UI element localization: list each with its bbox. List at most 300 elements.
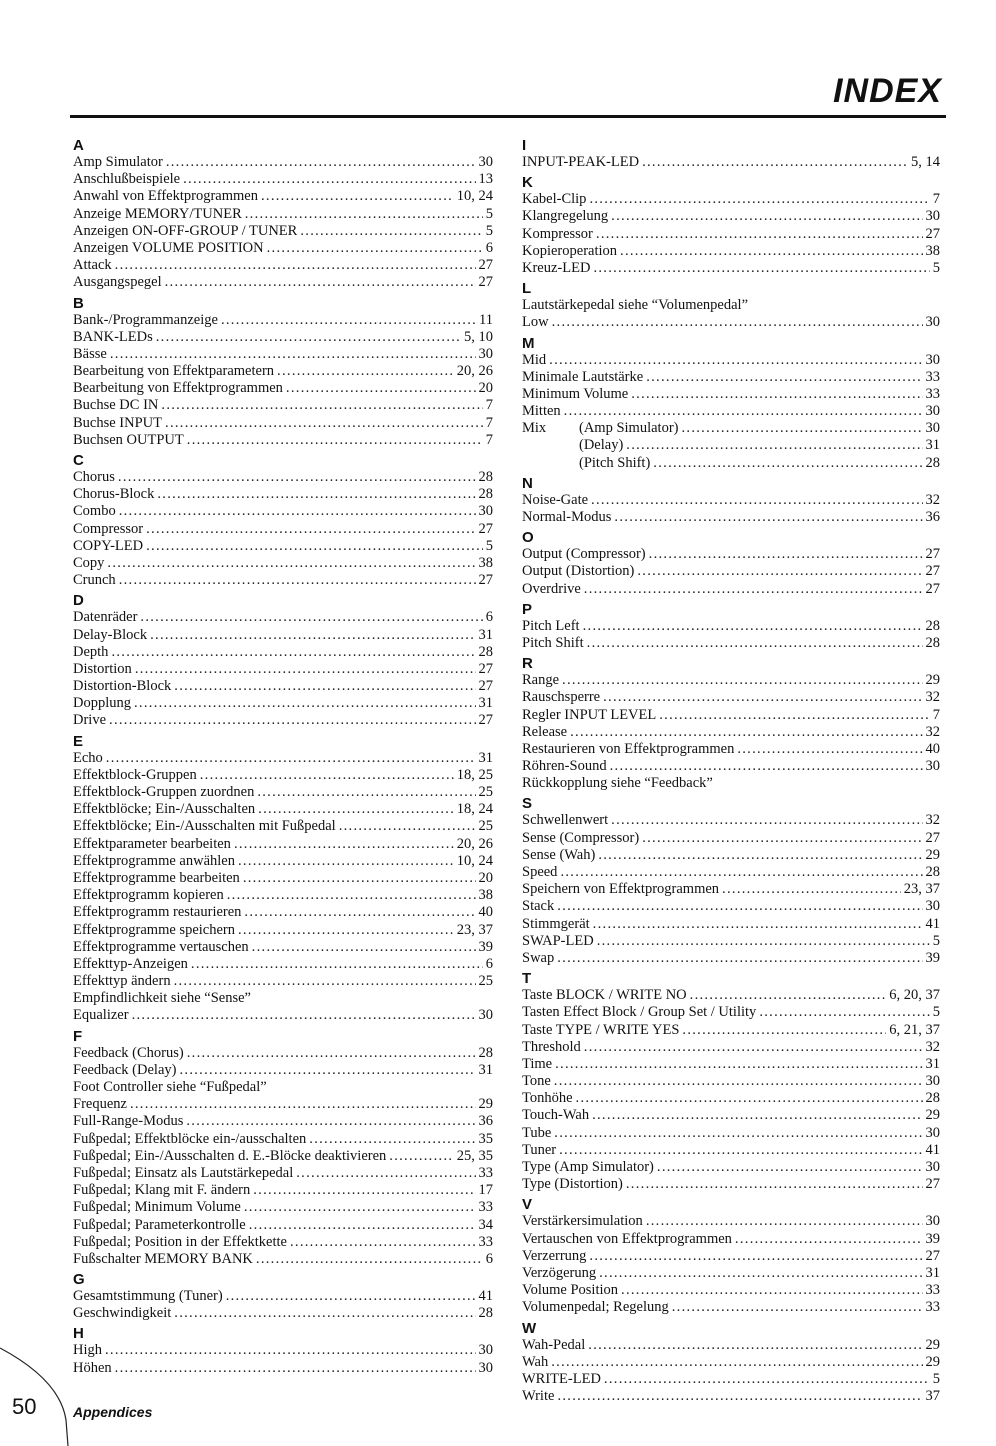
section-letter: L [522, 280, 532, 298]
dot-leader [234, 836, 454, 853]
page-reference: 6 [485, 609, 493, 626]
index-entry [522, 1248, 940, 1265]
dot-leader [115, 257, 476, 274]
index-term: Touch-Wah [522, 1107, 590, 1124]
index-term: Bearbeitung von Effektparametern [73, 363, 275, 380]
section-letter: R [522, 655, 533, 673]
section-letter: H [73, 1325, 84, 1343]
index-term: Effektprogramme vertauschen [73, 938, 249, 955]
dot-leader [252, 939, 476, 956]
index-term: Kopieroperation [522, 242, 618, 259]
index-term: Tone [522, 1073, 551, 1090]
dot-leader [557, 1388, 922, 1405]
section-letter: W [522, 1319, 537, 1337]
section-letter: S [522, 795, 533, 813]
index-term: Distortion-Block [73, 678, 172, 695]
index-term: Sense (Wah) [522, 846, 596, 863]
dot-leader [554, 1073, 923, 1090]
page-reference: 30 [478, 1007, 493, 1024]
dot-leader [150, 627, 475, 644]
dot-leader [587, 635, 923, 652]
index-entry [522, 420, 940, 437]
dot-leader [132, 1007, 476, 1024]
dot-leader [620, 243, 922, 260]
dot-leader [557, 950, 922, 967]
page-reference: 5, 10 [464, 328, 493, 345]
index-term: Frequenz [73, 1096, 127, 1113]
page-reference: 27 [478, 274, 493, 291]
index-entry [73, 274, 493, 291]
page-reference: 30 [478, 1342, 493, 1359]
page-reference: 28 [478, 469, 493, 485]
dot-leader [584, 1039, 923, 1056]
page-reference: 34 [478, 1216, 493, 1233]
index-term: Speichern von Effektprogrammen [522, 881, 720, 898]
dot-leader [597, 933, 930, 950]
section-letter: M [522, 334, 535, 352]
page-reference: 30 [925, 208, 940, 225]
index-entry [522, 1299, 940, 1316]
index-term: Output (Compressor) [522, 546, 646, 563]
index-term: Verstärkersimulation [522, 1213, 643, 1230]
page-reference: 31 [925, 1264, 940, 1281]
index-term: Kreuz-LED [522, 259, 591, 276]
page-reference: 30 [478, 1359, 493, 1376]
index-term: Output (Distortion) [522, 563, 635, 580]
page-reference: 25 [478, 818, 493, 835]
page-reference: 20, 26 [456, 835, 493, 852]
index-entry [522, 563, 940, 580]
index-entry [73, 1199, 493, 1216]
index-entry [73, 1045, 493, 1062]
page-reference: 41 [925, 1141, 940, 1158]
index-entry [73, 257, 493, 274]
index-entry [522, 314, 940, 331]
dot-leader [599, 1265, 922, 1282]
index-term: SWAP-LED [522, 932, 594, 949]
index-entry [73, 801, 493, 818]
dot-leader [187, 432, 483, 449]
page-reference: 28 [925, 454, 940, 471]
page-reference: 30 [925, 1124, 940, 1141]
index-entry [73, 712, 493, 729]
dot-leader [653, 455, 922, 472]
index-term: Effektprogramme anwählen [73, 852, 235, 869]
dot-leader [256, 1251, 483, 1268]
dot-leader [584, 581, 923, 598]
index-entry [73, 678, 493, 695]
page-reference: 30 [925, 898, 940, 915]
dot-leader [183, 171, 475, 188]
index-entry [522, 898, 940, 915]
index-term: BANK-LEDs [73, 328, 153, 345]
index-entry [522, 1004, 940, 1021]
dot-leader [603, 689, 922, 706]
dot-leader [759, 1004, 929, 1021]
page-reference: 5 [932, 259, 940, 276]
page-reference: 30 [925, 351, 940, 368]
dot-leader [589, 1248, 922, 1265]
index-term: Mid [522, 351, 547, 368]
index-term: Effektprogramme bearbeiten [73, 869, 240, 886]
index-term: Time [522, 1055, 553, 1072]
index-entry [522, 1371, 940, 1388]
index-entry [522, 386, 940, 403]
section-letter: C [73, 452, 84, 469]
index-column-right [522, 134, 940, 1405]
index-entry [522, 618, 940, 635]
index-term: Effekttyp ändern [73, 973, 171, 990]
page-reference: 6 [485, 1250, 493, 1267]
index-subterm: (Delay) [579, 437, 624, 454]
footer-section-label: Appendices [73, 1404, 153, 1420]
dot-leader [244, 904, 475, 921]
index-entry [73, 767, 493, 784]
index-entry [522, 1022, 940, 1039]
dot-leader [614, 509, 922, 526]
index-term: Distortion [73, 660, 132, 677]
page-reference: 23, 37 [903, 881, 940, 898]
index-term: Noise-Gate [522, 491, 589, 508]
page-reference: 7 [932, 706, 940, 723]
dot-leader [621, 1282, 922, 1299]
dot-leader [245, 206, 483, 223]
index-entry [522, 1388, 940, 1405]
page-reference: 30 [478, 503, 493, 520]
page-reference: 32 [925, 491, 940, 508]
page-reference: 6 [485, 239, 493, 256]
index-entry [522, 689, 940, 706]
index-term: Fußpedal; Einsatz als Lautstärkepedal [73, 1164, 294, 1181]
index-term: Klangregelung [522, 208, 609, 225]
index-term: Effektprogramm kopieren [73, 887, 224, 904]
dot-leader [591, 492, 922, 509]
dot-leader [286, 380, 476, 397]
dot-leader [642, 830, 922, 847]
page-reference: 23, 37 [456, 921, 493, 938]
dot-leader [649, 546, 923, 563]
dot-leader [107, 555, 475, 572]
index-entry [522, 1231, 940, 1248]
index-term: Release [522, 723, 568, 740]
dot-leader [227, 887, 476, 904]
index-term: Anwahl von Effektprogrammen [73, 188, 258, 205]
page-reference: 38 [925, 242, 940, 259]
page-reference: 27 [925, 1176, 940, 1193]
page-reference: 31 [925, 437, 940, 454]
index-term: Taste BLOCK / WRITE NO [522, 987, 687, 1004]
index-term: High [73, 1342, 102, 1359]
index-entry [522, 1039, 940, 1056]
dot-leader [156, 329, 461, 346]
index-entry [522, 437, 940, 454]
dot-leader [626, 437, 922, 454]
dot-leader [179, 1062, 475, 1079]
index-entry [73, 836, 493, 853]
dot-leader [243, 870, 476, 887]
page-title: INDEX [833, 72, 942, 110]
dot-leader [552, 314, 923, 331]
page-reference: 30 [478, 154, 493, 170]
dot-leader [134, 695, 476, 712]
index-entry [73, 904, 493, 921]
section-letter: A [73, 137, 84, 154]
page-reference: 25, 35 [456, 1147, 493, 1164]
index-entry [73, 486, 493, 503]
page-reference: 41 [925, 915, 940, 932]
index-entry [73, 1234, 493, 1251]
page-reference: 25 [478, 973, 493, 990]
dot-leader [646, 369, 922, 386]
index-term: Crunch [73, 572, 116, 589]
dot-leader [111, 644, 475, 661]
dot-leader [588, 1337, 922, 1354]
index-entry [522, 933, 940, 950]
dot-leader [735, 1231, 923, 1248]
page-reference: 17 [478, 1182, 493, 1199]
page-reference: 27 [925, 563, 940, 580]
page-reference: 37 [925, 1388, 940, 1405]
index-term: Effektblöcke; Ein-/Ausschalten mit Fußpedal [73, 818, 336, 835]
index-entry [522, 243, 940, 260]
index-term: Anzeigen ON-OFF-GROUP / TUNER [73, 222, 298, 239]
index-entry [73, 1007, 493, 1024]
index-term: Wah [522, 1353, 549, 1370]
dot-leader [106, 750, 476, 767]
page-reference: 30 [478, 345, 493, 362]
page-reference: 13 [478, 171, 493, 188]
dot-leader [598, 847, 922, 864]
dot-leader [119, 503, 476, 520]
dot-leader [690, 987, 887, 1004]
index-term: Type (Amp Simulator) [522, 1159, 654, 1175]
page-reference: 33 [478, 1233, 493, 1250]
dot-leader [174, 678, 475, 695]
page-reference: 27 [925, 580, 940, 597]
index-entry [73, 415, 493, 432]
page-reference: 5 [932, 1370, 940, 1387]
page-reference: 27 [925, 1247, 940, 1264]
index-term: Fußpedal; Position in der Effektkette [73, 1233, 287, 1250]
page-reference: 20 [478, 380, 493, 397]
index-entry [73, 956, 493, 973]
page-reference: 7 [485, 414, 493, 431]
page-reference: 31 [478, 695, 493, 712]
index-entry [522, 1073, 940, 1090]
dot-leader [659, 707, 930, 724]
dot-leader [277, 363, 454, 380]
index-term: Tonhöhe [522, 1090, 573, 1107]
index-entry: Lautstärkepedal siehe “Volumenpedal” [522, 297, 749, 314]
dot-leader [110, 346, 476, 363]
index-term: Tuner [522, 1141, 557, 1158]
index-term: Effektblöcke; Ein-/Ausschalten [73, 801, 256, 818]
page-reference: 28 [925, 864, 940, 880]
index-term: Minimum Volume [522, 385, 629, 402]
index-entry [73, 1251, 493, 1268]
index-entry [522, 352, 940, 369]
index-term: Full-Range-Modus [73, 1113, 184, 1130]
index-term: Write [522, 1388, 555, 1405]
index-entry [73, 1360, 493, 1377]
page-reference: 31 [925, 1055, 940, 1072]
page-reference: 30 [925, 1213, 940, 1230]
page-reference: 7 [932, 191, 940, 208]
index-entry [522, 403, 940, 420]
index-entry [522, 707, 940, 724]
page-reference: 36 [478, 1113, 493, 1130]
page-reference: 6, 21, 37 [889, 1021, 940, 1038]
index-entry [73, 1062, 493, 1079]
page-reference: 31 [478, 626, 493, 643]
index-entry: Foot Controller siehe “Fußpedal” [73, 1079, 267, 1095]
dot-leader [557, 898, 922, 915]
index-subterm: (Amp Simulator) [579, 420, 679, 437]
index-entry [522, 672, 940, 689]
page-reference: 31 [478, 1061, 493, 1078]
dot-leader [604, 1371, 930, 1388]
index-term: Fußpedal; Minimum Volume [73, 1199, 241, 1216]
index-term: Restaurieren von Effektprogrammen [522, 740, 735, 757]
section-letter: E [73, 732, 84, 750]
index-column-left [73, 134, 493, 1377]
dot-leader [267, 240, 483, 257]
dot-leader [296, 1165, 475, 1182]
index-term: Buchsen OUTPUT [73, 431, 184, 448]
dot-leader [554, 1125, 922, 1142]
dot-leader [174, 1305, 475, 1322]
index-term: Stimmgerät [522, 915, 590, 932]
dot-leader [576, 1090, 923, 1107]
index-term: Effektblock-Gruppen [73, 766, 197, 783]
dot-leader [290, 1234, 476, 1251]
dot-leader [583, 618, 923, 635]
index-term: Fußschalter MEMORY BANK [73, 1250, 253, 1267]
page-reference: 29 [925, 846, 940, 863]
page-reference: 41 [478, 1288, 493, 1305]
page-reference: 40 [478, 904, 493, 921]
index-entry [73, 1217, 493, 1234]
page-reference: 33 [925, 1282, 940, 1299]
page-reference: 28 [925, 634, 940, 651]
index-term: Normal-Modus [522, 509, 612, 525]
index-term: Effektprogramme speichern [73, 921, 235, 938]
page-reference: 28 [478, 1305, 493, 1322]
index-entry [522, 1265, 940, 1282]
index-term: Volumenpedal; Regelung [522, 1299, 669, 1316]
index-entry [73, 750, 493, 767]
page-reference: 5 [485, 537, 493, 554]
dot-leader [564, 403, 923, 420]
page-reference: 27 [925, 829, 940, 846]
index-entry [73, 1288, 493, 1305]
index-entry [73, 380, 493, 397]
dot-leader [165, 415, 483, 432]
index-term: WRITE-LED [522, 1370, 601, 1387]
dot-leader [626, 1176, 923, 1193]
index-entry [522, 1142, 940, 1159]
index-entry [522, 830, 940, 847]
dot-leader [165, 274, 476, 291]
index-term: Dopplung [73, 695, 131, 712]
dot-leader [637, 563, 922, 580]
index-entry [73, 171, 493, 188]
dot-leader [140, 609, 482, 626]
page-reference: 30 [925, 1073, 940, 1090]
dot-leader [610, 758, 923, 775]
index-term: Kompressor [522, 225, 593, 242]
dot-leader [737, 741, 922, 758]
index-entry [73, 329, 493, 346]
header-rule [70, 115, 946, 118]
index-entry [73, 887, 493, 904]
dot-leader [389, 1148, 453, 1165]
dot-leader [682, 1022, 886, 1039]
index-entry [73, 661, 493, 678]
dot-leader [186, 1113, 475, 1130]
index-term: Buchse INPUT [73, 414, 163, 431]
page-reference: 30 [925, 403, 940, 420]
dot-leader [258, 801, 454, 818]
dot-leader [118, 469, 476, 486]
dot-leader [146, 521, 475, 538]
page-reference: 27 [478, 572, 493, 589]
index-subterm: (Pitch Shift) [579, 454, 651, 471]
index-term: Anschlußbeispiele [73, 171, 181, 188]
index-term: Drive [73, 712, 107, 729]
index-entry [73, 1148, 493, 1165]
index-term: Feedback (Chorus) [73, 1044, 184, 1061]
dot-leader [238, 922, 454, 939]
dot-leader [109, 712, 475, 729]
page-reference: 33 [925, 385, 940, 402]
page-reference: 27 [478, 520, 493, 537]
page-reference: 30 [925, 420, 940, 437]
page-reference: 40 [925, 740, 940, 757]
index-term: Low [522, 314, 549, 331]
page-reference: 20 [478, 869, 493, 886]
index-term: Fußpedal; Parameterkontrolle [73, 1216, 246, 1233]
index-term: Effektprogramm restaurieren [73, 904, 242, 921]
index-entry [522, 581, 940, 598]
dot-leader [657, 1159, 923, 1176]
index-term: Vertauschen von Effektprogrammen [522, 1230, 732, 1247]
index-term: Stack [522, 898, 555, 915]
dot-leader [551, 1354, 922, 1371]
index-term: Equalizer [73, 1007, 129, 1024]
index-entry [522, 1159, 940, 1176]
index-term: Compressor [73, 520, 144, 537]
dot-leader [722, 881, 901, 898]
page-reference: 29 [925, 672, 940, 689]
index-entry [73, 695, 493, 712]
corner-decoration [0, 1340, 80, 1446]
page-reference: 39 [478, 938, 493, 955]
index-entry [522, 1213, 940, 1230]
dot-leader [249, 1217, 476, 1234]
index-term: Tasten Effect Block / Group Set / Utility [522, 1004, 757, 1021]
index-term: Verzerrung [522, 1247, 587, 1264]
page-reference: 30 [925, 758, 940, 775]
index-term: Bank-/Programmanzeige [73, 311, 218, 328]
section-letter: N [522, 474, 533, 492]
index-entry [73, 853, 493, 870]
index-term: Anzeige MEMORY/TUNER [73, 205, 242, 222]
index-entry [522, 1282, 940, 1299]
index-term: INPUT-PEAK-LED [522, 154, 640, 170]
index-term: Anzeigen VOLUME POSITION [73, 239, 264, 256]
index-entry [522, 260, 940, 277]
